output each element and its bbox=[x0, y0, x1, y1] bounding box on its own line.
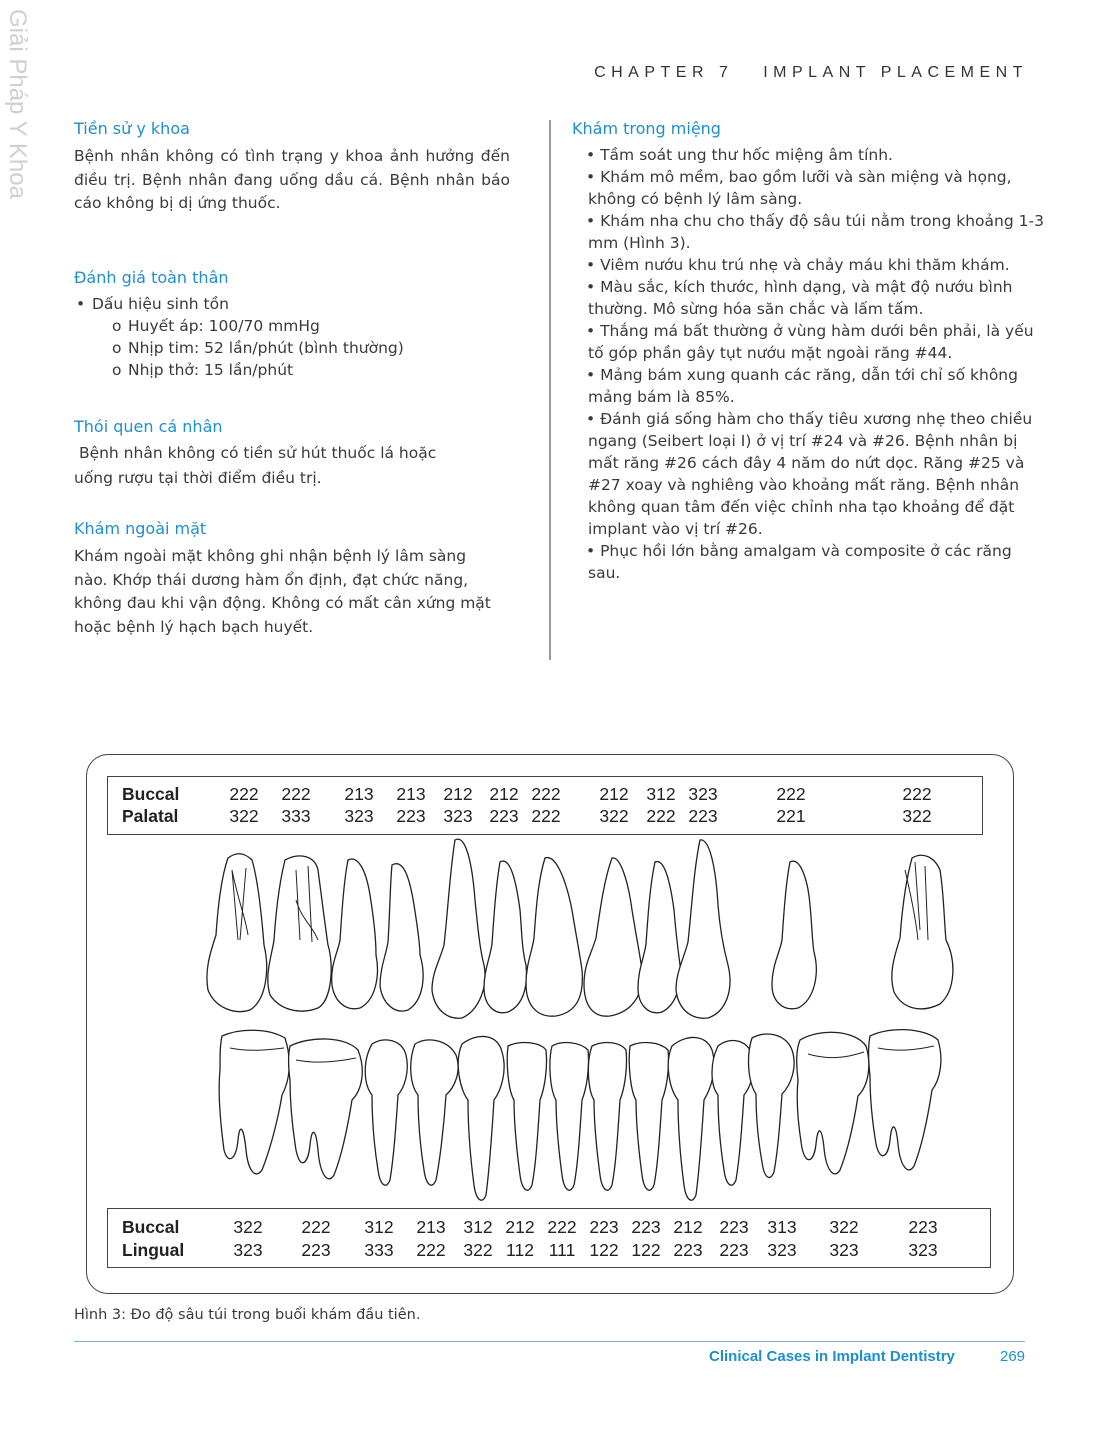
probing-value: 222 bbox=[281, 784, 311, 804]
probing-value: 213 bbox=[416, 1217, 446, 1237]
footer-rule bbox=[74, 1341, 1025, 1342]
probing-value: 322 bbox=[233, 1217, 263, 1237]
probing-value: 222 bbox=[416, 1240, 446, 1260]
intraoral-item: • Đánh giá sống hàm cho thấy tiêu xương nhẹ theo chiều ngang (Seibert loại I) ở vị trí #24 và #26. Bệnh nhân bị mất răng #26 cách đây 4 năm do nứt dọc. Răng #25 và #27 xoay và nghiêng vào khoảng mất răng. Bệnh nhân không quan tâm đến việc chỉnh nha tạo khoảng để đặt implant vào vị trí #26. bbox=[588, 408, 1044, 540]
upper-palatal-label: Palatal bbox=[122, 806, 179, 826]
probing-value: 223 bbox=[396, 806, 426, 826]
probing-value: 323 bbox=[767, 1240, 797, 1260]
habits-text: Bệnh nhân không có tiền sử hút thuốc lá hoặc uống rượu tại thời điểm điều trị. bbox=[74, 444, 442, 487]
habits-section bbox=[74, 416, 510, 491]
intraoral-item: • Thắng má bất thường ở vùng hàm dưới bên phải, là yếu tố góp phần gây tụt nướu mặt ngoài răng #44. bbox=[588, 320, 1044, 364]
lower-probing-table bbox=[107, 1208, 991, 1268]
medical-history-text: Bệnh nhân không có tình trạng y khoa ảnh hưởng đến điều trị. Bệnh nhân đang uống dầu cá. Bệnh nhân báo cáo không bị dị ứng thuốc. bbox=[74, 147, 510, 212]
watermark-text: Giải Pháp Y Khoa bbox=[4, 9, 31, 199]
probing-value: 322 bbox=[229, 806, 259, 826]
probing-value: 222 bbox=[646, 806, 676, 826]
lower-buccal-label: Buccal bbox=[122, 1217, 180, 1237]
vitals-label: • Dấu hiệu sinh tồn o Huyết áp: 100/70 mmHg o Nhịp tim: 52 lần/phút (bình thường) o Nhịp thở: 15 lần/phút bbox=[74, 293, 510, 381]
probing-value: 212 bbox=[489, 784, 519, 804]
page-number: 269 bbox=[1000, 1348, 1026, 1365]
probing-value: 323 bbox=[233, 1240, 263, 1260]
upper-probing-table bbox=[107, 776, 983, 835]
probing-value: 122 bbox=[589, 1240, 619, 1260]
habits-title: Thói quen cá nhân bbox=[74, 417, 223, 436]
medical-history-title: Tiền sử y khoa bbox=[74, 119, 190, 138]
footer-book-title: Clinical Cases in Implant Dentistry bbox=[709, 1348, 955, 1365]
probing-value: 322 bbox=[599, 806, 629, 826]
probing-value: 223 bbox=[589, 1217, 619, 1237]
probing-value: 323 bbox=[688, 784, 718, 804]
extraoral-title: Khám ngoài mặt bbox=[74, 519, 207, 538]
probing-value: 323 bbox=[829, 1240, 859, 1260]
chapter-header: CHAPTER 7 IMPLANT PLACEMENT bbox=[594, 64, 1028, 81]
extraoral-section bbox=[74, 518, 510, 639]
probing-value: 322 bbox=[902, 806, 932, 826]
probing-value: 323 bbox=[908, 1240, 938, 1260]
probing-value: 221 bbox=[776, 806, 806, 826]
probing-value: 333 bbox=[364, 1240, 394, 1260]
probing-value: 122 bbox=[631, 1240, 661, 1260]
vitals-list bbox=[74, 293, 510, 381]
probing-value: 322 bbox=[829, 1217, 859, 1237]
intraoral-item: • Mảng bám xung quanh các răng, dẫn tới chỉ số không mảng bám là 85%. bbox=[588, 364, 1044, 408]
probing-value: 213 bbox=[344, 784, 374, 804]
probing-value: 222 bbox=[902, 784, 932, 804]
probing-value: 222 bbox=[547, 1217, 577, 1237]
probing-value: 223 bbox=[673, 1240, 703, 1260]
probing-value: 222 bbox=[776, 784, 806, 804]
right-column bbox=[572, 118, 1044, 584]
vital-hr: o Nhịp tim: 52 lần/phút (bình thường) bbox=[110, 337, 510, 359]
probing-value: 313 bbox=[767, 1217, 797, 1237]
probing-value: 223 bbox=[719, 1217, 749, 1237]
probing-value: 212 bbox=[505, 1217, 535, 1237]
probing-value: 212 bbox=[673, 1217, 703, 1237]
probing-value: 312 bbox=[364, 1217, 394, 1237]
intraoral-item: • Màu sắc, kích thước, hình dạng, và mật độ nướu bình thường. Mô sừng hóa săn chắc và lấm tấm. bbox=[588, 276, 1044, 320]
intraoral-title: Khám trong miệng bbox=[572, 119, 721, 138]
intraoral-item: • Viêm nướu khu trú nhẹ và chảy máu khi thăm khám. bbox=[588, 254, 1044, 276]
probing-value: 222 bbox=[531, 806, 561, 826]
intraoral-item: • Phục hồi lớn bằng amalgam và composite ở các răng sau. bbox=[588, 540, 1044, 584]
medical-history-section bbox=[74, 118, 510, 216]
vital-rr: o Nhịp thở: 15 lần/phút bbox=[110, 359, 510, 381]
probing-value: 212 bbox=[599, 784, 629, 804]
probing-value: 223 bbox=[908, 1217, 938, 1237]
probing-value: 222 bbox=[301, 1217, 331, 1237]
probing-value: 223 bbox=[719, 1240, 749, 1260]
probing-value: 333 bbox=[281, 806, 311, 826]
intraoral-item: • Khám nha chu cho thấy độ sâu túi nằm trong khoảng 1-3 mm (Hình 3). bbox=[588, 210, 1044, 254]
systemic-section bbox=[74, 267, 510, 381]
probing-value: 222 bbox=[229, 784, 259, 804]
probing-value: 223 bbox=[489, 806, 519, 826]
probing-value: 223 bbox=[631, 1217, 661, 1237]
column-divider bbox=[549, 120, 551, 660]
extraoral-text: Khám ngoài mặt không ghi nhận bệnh lý lâm sàng nào. Khớp thái dương hàm ổn định, đạt chức năng, không đau khi vận động. Không có mất cân xứng mặt hoặc bệnh lý hạch bạch huyết. bbox=[74, 547, 491, 636]
probing-value: 213 bbox=[396, 784, 426, 804]
intraoral-item: • Khám mô mềm, bao gồm lưỡi và sàn miệng và họng, không có bệnh lý lâm sàng. bbox=[588, 166, 1044, 210]
probing-value: 223 bbox=[688, 806, 718, 826]
probing-value: 111 bbox=[548, 1240, 576, 1260]
probing-value: 312 bbox=[463, 1217, 493, 1237]
systemic-title: Đánh giá toàn thân bbox=[74, 268, 229, 287]
intraoral-item: • Tầm soát ung thư hốc miệng âm tính. bbox=[588, 144, 1044, 166]
probing-value: 312 bbox=[646, 784, 676, 804]
probing-value: 223 bbox=[301, 1240, 331, 1260]
vital-bp: o Huyết áp: 100/70 mmHg bbox=[110, 315, 510, 337]
lower-lingual-label: Lingual bbox=[122, 1240, 185, 1260]
vitals-sublist bbox=[92, 315, 510, 381]
probing-value: 212 bbox=[443, 784, 473, 804]
figure-caption: Hình 3: Đo độ sâu túi trong buổi khám đầu tiên. bbox=[74, 1307, 421, 1323]
intraoral-list bbox=[572, 144, 1044, 584]
upper-buccal-label: Buccal bbox=[122, 784, 180, 804]
probing-value: 222 bbox=[531, 784, 561, 804]
probing-value: 322 bbox=[463, 1240, 493, 1260]
probing-value: 323 bbox=[443, 806, 473, 826]
probing-value: 323 bbox=[344, 806, 374, 826]
probing-value: 112 bbox=[506, 1240, 534, 1260]
